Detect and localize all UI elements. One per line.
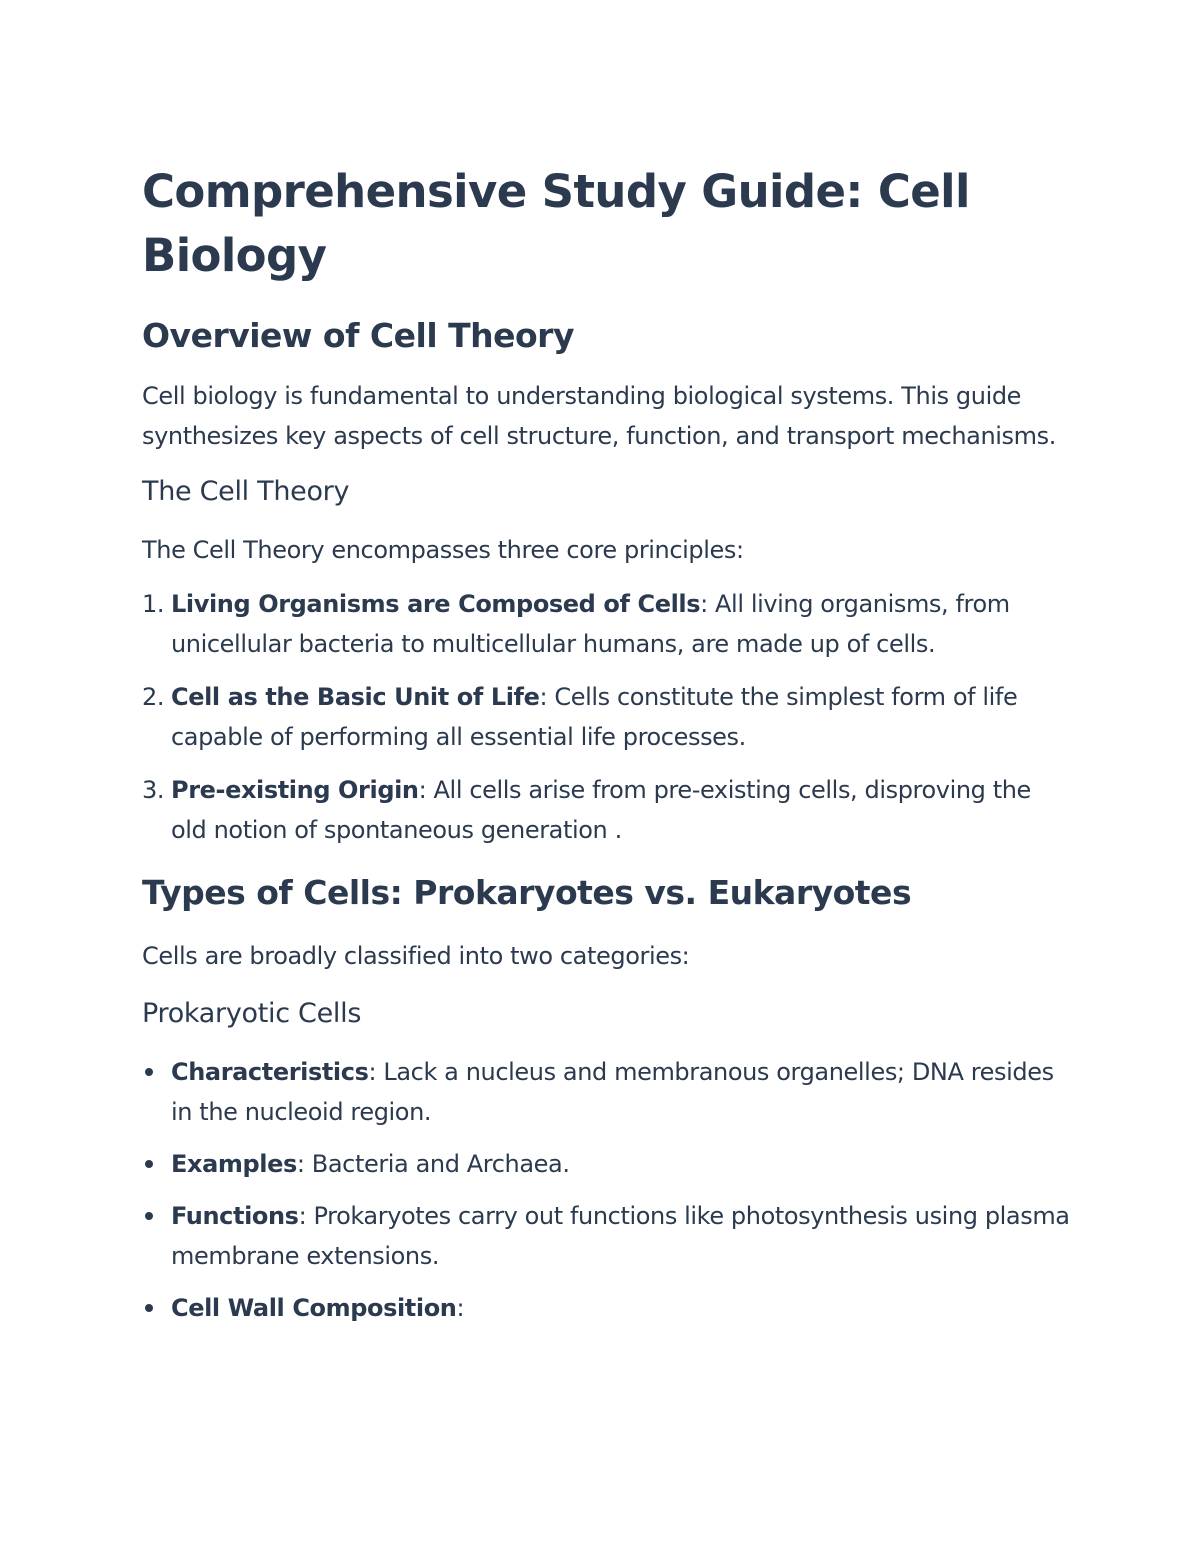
list-item-term: Examples xyxy=(171,1150,297,1178)
list-item-term: Living Organisms are Composed of Cells xyxy=(171,590,701,618)
types-lead: Cells are broadly classified into two categories: xyxy=(142,942,690,970)
overview-intro: Cell biology is fundamental to understanding biological systems. This guide synthesizes key aspects of cell structure, function, and transport mechanisms. xyxy=(142,382,1056,450)
list-item-text: : Lack a nucleus and membranous organelles; DNA resides in the nucleoid region. xyxy=(171,1058,1054,1126)
list-item-term: Characteristics xyxy=(171,1058,369,1086)
list-item-term: Pre-existing Origin xyxy=(171,776,419,804)
document-page xyxy=(142,160,1072,1328)
list-item-text: : All cells arise from pre-existing cells, disproving the old notion of spontaneous generation . xyxy=(171,776,1031,844)
section-heading-types: Types of Cells: Prokaryotes vs. Eukaryotes xyxy=(142,873,912,912)
bullet-dot xyxy=(145,1160,153,1168)
list-number: 3. xyxy=(142,776,165,804)
list-number: 2. xyxy=(142,683,165,711)
list-item xyxy=(142,1196,1072,1276)
subsection-heading-cell-theory: The Cell Theory xyxy=(142,476,350,507)
list-item xyxy=(142,1288,1072,1328)
bullet-dot xyxy=(145,1304,153,1312)
bullet-dot xyxy=(145,1068,153,1076)
list-item-term: Cell Wall Composition xyxy=(171,1294,457,1322)
prokaryotic-list xyxy=(142,1052,1072,1328)
list-item xyxy=(142,677,1072,757)
bullet-dot xyxy=(145,1212,153,1220)
list-item xyxy=(142,770,1072,850)
list-number: 1. xyxy=(142,590,165,618)
list-item-text: : xyxy=(456,1294,465,1322)
list-item-text: : Prokaryotes carry out functions like photosynthesis using plasma membrane extensions. xyxy=(171,1202,1070,1270)
list-item-term: Functions xyxy=(171,1202,299,1230)
section-heading-overview: Overview of Cell Theory xyxy=(142,316,574,355)
list-item-term: Cell as the Basic Unit of Life xyxy=(171,683,540,711)
list-item xyxy=(142,584,1072,664)
list-item-text: : All living organisms, from unicellular bacteria to multicellular humans, are made up of cells. xyxy=(171,590,1010,658)
page-title: Comprehensive Study Guide: Cell Biology xyxy=(142,165,970,282)
subsection-heading-prokaryotic: Prokaryotic Cells xyxy=(142,998,362,1029)
cell-theory-lead: The Cell Theory encompasses three core principles: xyxy=(142,536,744,564)
list-item-text: : Bacteria and Archaea. xyxy=(296,1150,570,1178)
list-item-text: : Cells constitute the simplest form of life capable of performing all essential life processes. xyxy=(171,683,1018,751)
list-item xyxy=(142,1052,1072,1132)
list-item xyxy=(142,1144,1072,1184)
cell-theory-list xyxy=(142,584,1072,850)
